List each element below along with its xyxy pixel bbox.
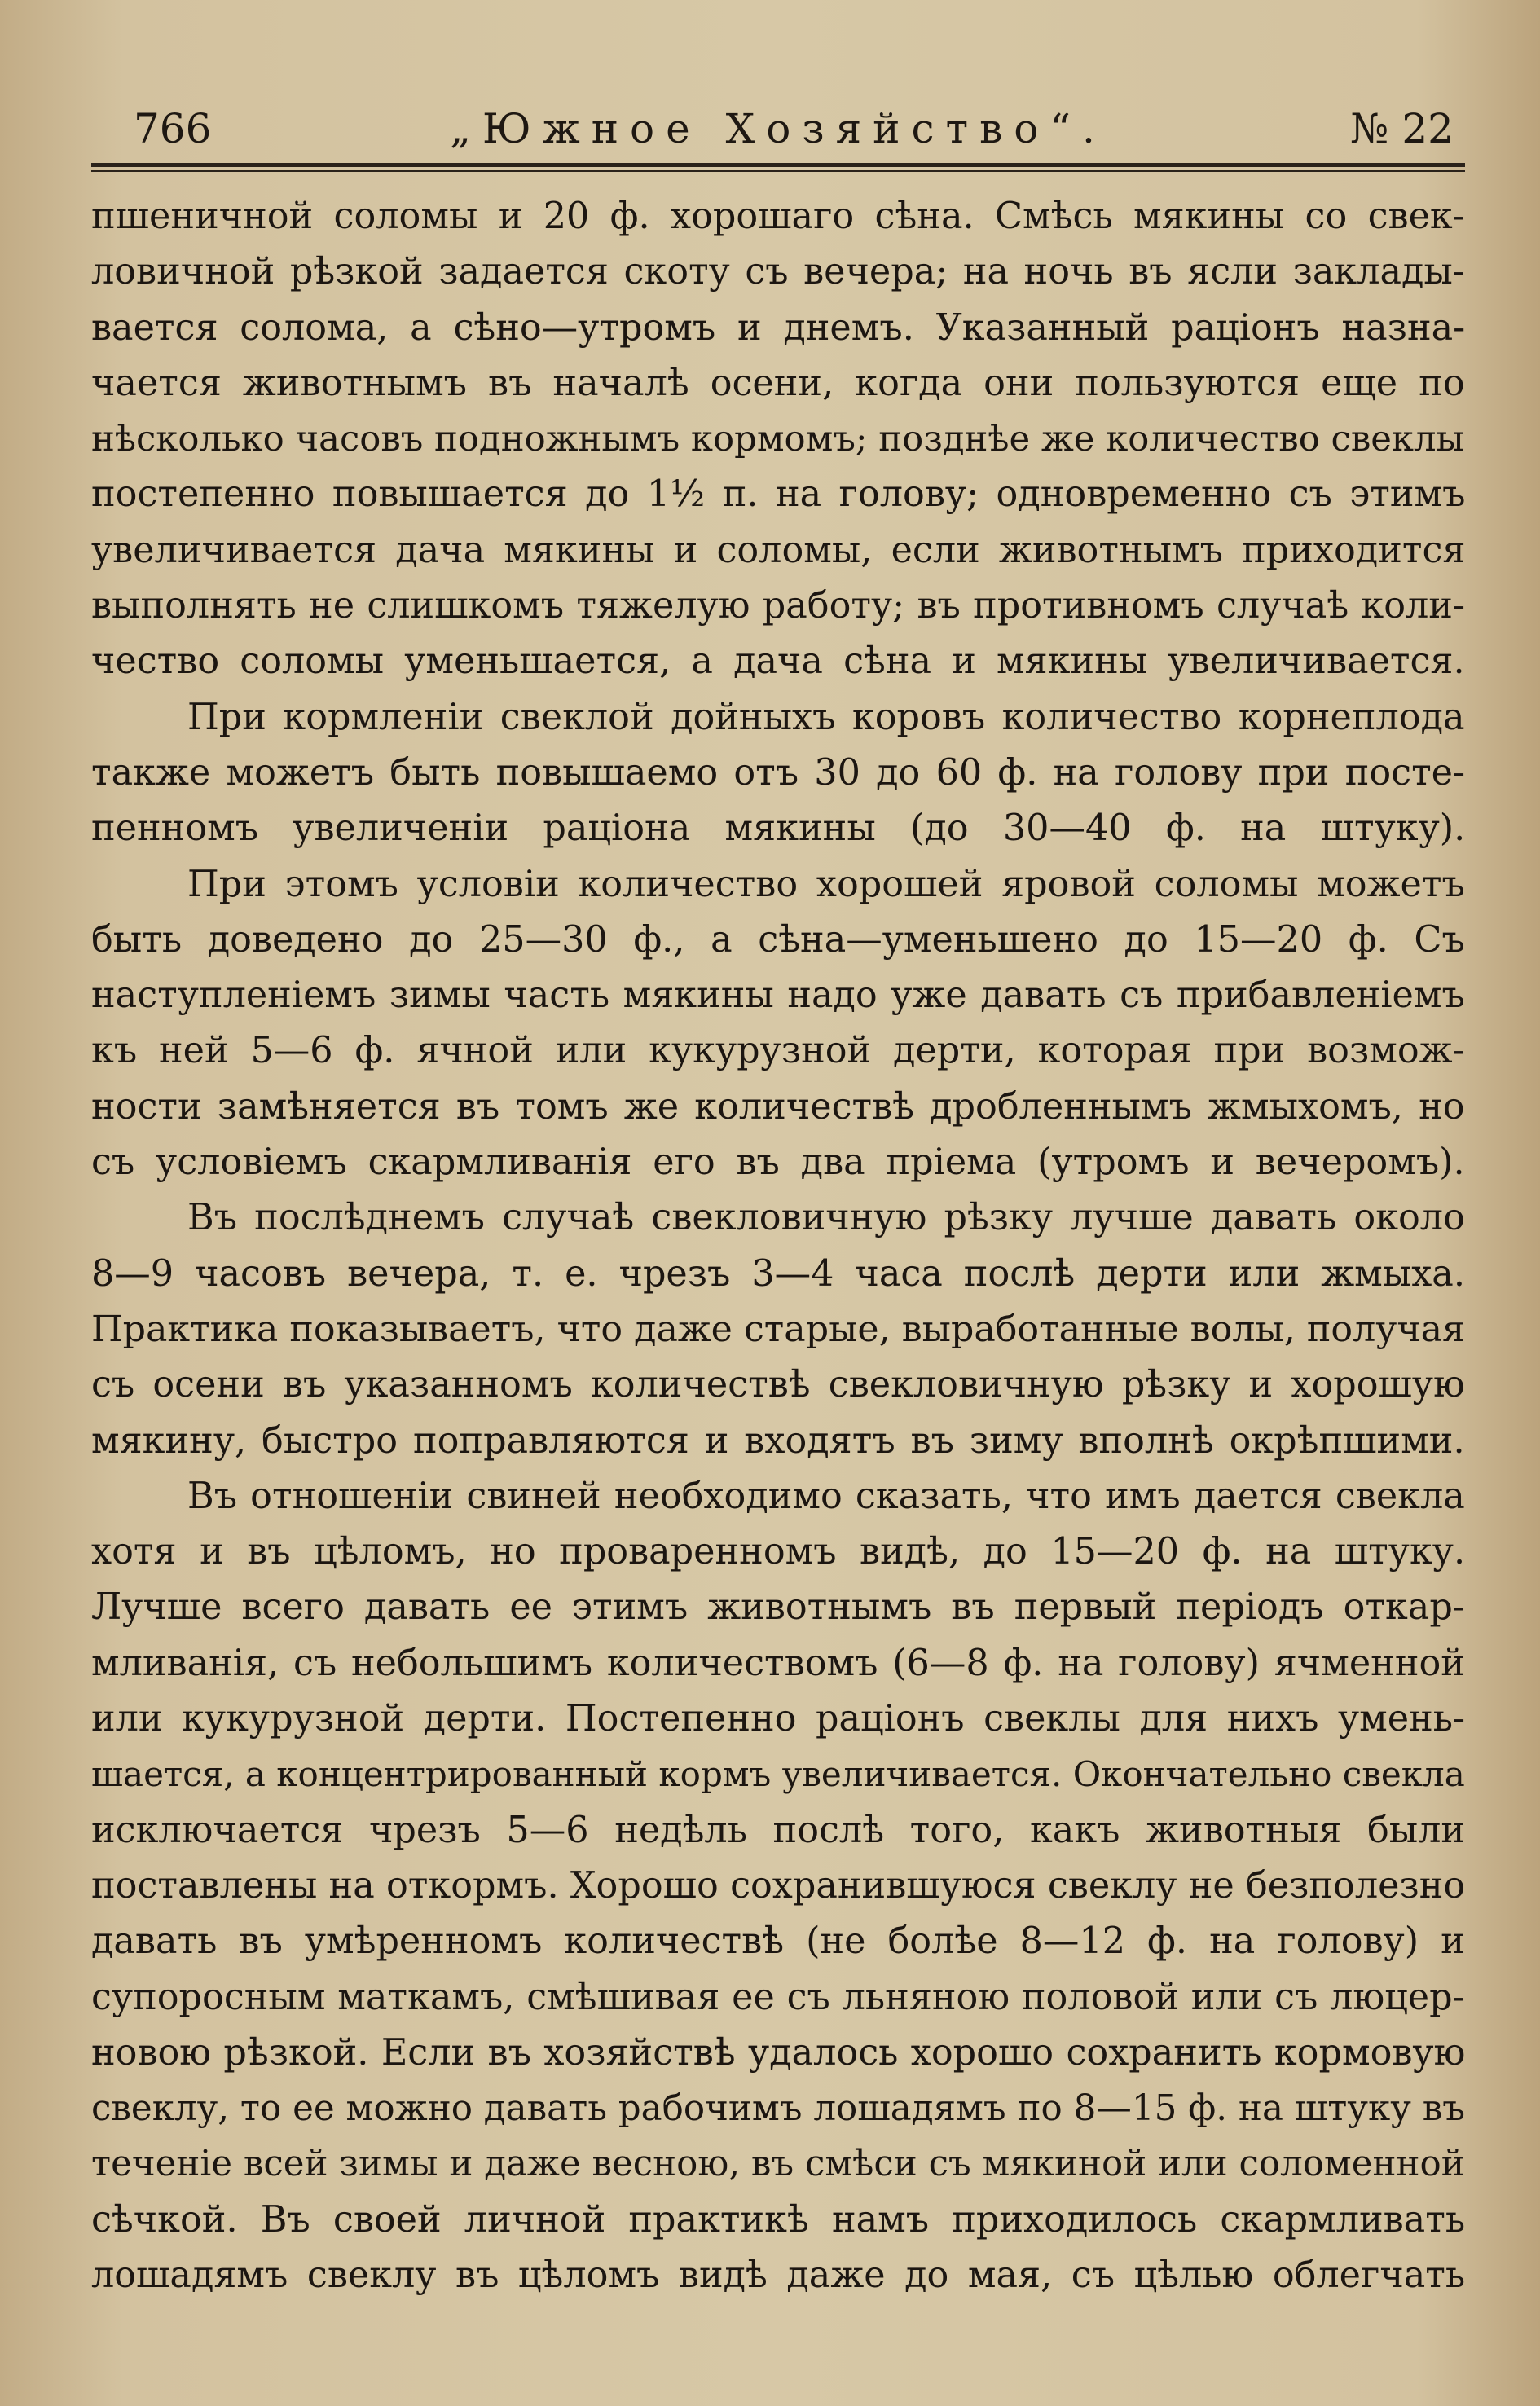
text-line: выполнять не слишкомъ тяжелую работу; въ противномъ случаѣ коли- [91,585,1465,627]
text-line: 8—9 часовъ вечера, т. е. чрезъ 3—4 часа послѣ дерти или жмыха. [91,1252,1465,1295]
text-line: ности замѣняется въ томъ же количествѣ дробленнымъ жмыхомъ, но [91,1085,1465,1128]
header-rule-thick [91,163,1465,167]
paragraph-start-line: Въ послѣднемъ случаѣ свекловичную рѣзку лучше давать около [187,1197,1465,1239]
page-number: 766 [134,105,212,152]
text-line: постепенно повышается до 1½ п. на голову; одновременно съ этимъ [91,473,1465,516]
text-line: сѣчкой. Въ своей личной практикѣ намъ приходилось скармливать [91,2198,1465,2241]
text-line: теченіе всей зимы и даже весною, въ смѣси съ мякиной или соломенной [91,2144,1465,2185]
text-line: давать въ умѣренномъ количествѣ (не болѣе 8—12 ф. на голову) и [91,1920,1465,1963]
running-header [91,96,1465,161]
article-body [91,189,1465,2303]
text-line: съ условіемъ скармливанія его въ два пріема (утромъ и вечеромъ). [91,1141,1465,1184]
text-line: или кукурузной дерти. Постепенно раціонъ свеклы для нихъ умень- [91,1698,1465,1740]
text-line: увеличивается дача мякины и соломы, если животнымъ приходится [91,529,1465,571]
text-line: съ осени въ указанномъ количествѣ свекловичную рѣзку и хорошую [91,1364,1465,1406]
text-line: свеклу, то ее можно давать рабочимъ лошадямъ по 8—15 ф. на штуку въ [91,2088,1465,2130]
text-line: чество соломы уменьшается, а дача сѣна и мякины увеличивается. [91,640,1465,683]
text-line: мливанія, съ небольшимъ количествомъ (6—8 ф. на голову) ячменной [91,1642,1465,1684]
text-line: хотя и въ цѣломъ, но проваренномъ видѣ, до 15—20 ф. на штуку. [91,1531,1465,1573]
text-line: супоросным маткамъ, смѣшивая ее съ льняною половой или съ люцер- [91,1976,1465,2018]
text-line: новою рѣзкой. Если въ хозяйствѣ удалось хорошо сохранить кормовую [91,2031,1465,2074]
text-line: наступленіемъ зимы часть мякины надо уже давать съ прибавленіемъ [91,974,1465,1017]
journal-title: „Южное Хозяйство“. [450,105,1107,152]
text-line: также можетъ быть повышаемо отъ 30 до 60 ф. на голову при посте- [91,751,1465,794]
text-line: Лучше всего давать ее этимъ животнымъ въ первый періодъ откар- [91,1586,1465,1629]
text-line: пенномъ увеличеніи раціона мякины (до 30—40 ф. на штуку). [91,807,1465,850]
text-line: поставлены на откормъ. Хорошо сохранившуюся свеклу не безполезно [91,1864,1465,1907]
text-line: исключается чрезъ 5—6 недѣль послѣ того, какъ животныя были [91,1809,1465,1851]
text-line: шается, а концентрированный кормъ увеличивается. Окончательно свекла [91,1754,1465,1795]
text-line: къ ней 5—6 ф. ячной или кукурузной дерти, которая при возмож- [91,1030,1465,1072]
text-line: ловичной рѣзкой задается скоту съ вечера; на ночь въ ясли заклады- [91,251,1465,293]
text-line: быть доведено до 25—30 ф., а сѣна—уменьшено до 15—20 ф. Съ [91,918,1465,961]
header-rule-thin [91,170,1465,172]
text-line: чается животнымъ въ началѣ осени, когда они пользуются еще по [91,362,1465,404]
paragraph-start-line: Въ отношеніи свиней необходимо сказать, что имъ дается свекла [187,1475,1465,1517]
text-line: нѣсколько часовъ подножнымъ кормомъ; позднѣе же количество свеклы [91,419,1464,460]
issue-number: № 22 [1350,105,1454,152]
text-line: лошадямъ свеклу въ цѣломъ видѣ даже до мая, съ цѣлью облегчать [91,2254,1465,2296]
paragraph-start-line: При этомъ условіи количество хорошей яровой соломы можетъ [187,863,1465,905]
text-line: вается солома, а сѣно—утромъ и днемъ. Указанный раціонъ назна- [91,306,1465,349]
text-line: мякину, быстро поправляются и входятъ въ зиму вполнѣ окрѣпшими. [91,1419,1465,1462]
text-line: Практика показываетъ, что даже старые, выработанные волы, получая [91,1308,1465,1350]
paragraph-start-line: При кормленіи свеклой дойныхъ коровъ количество корнеплода [187,696,1465,738]
text-line: пшеничной соломы и 20 ф. хорошаго сѣна. Смѣсь мякины со свек- [91,196,1465,237]
